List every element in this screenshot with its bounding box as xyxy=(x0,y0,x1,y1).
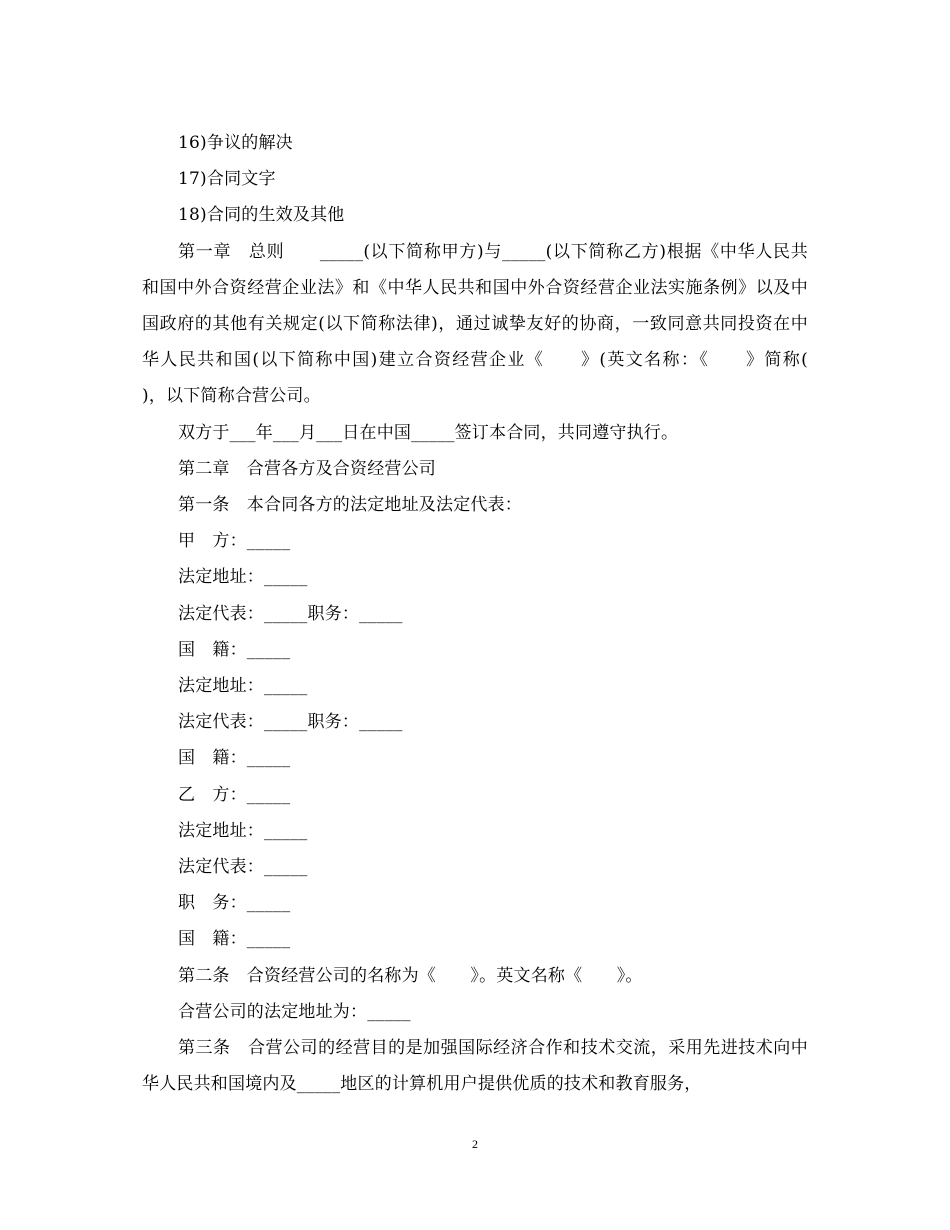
party-b-line: 乙 方：_____ xyxy=(178,784,291,805)
paragraph-item-16: 16)争议的解决 xyxy=(178,133,293,153)
party-a-representative-line: 法定代表：_____职务：_____ xyxy=(178,603,403,624)
party-b-position-line: 职 务：_____ xyxy=(178,893,291,914)
paragraph-item-17: 17)合同文字 xyxy=(178,169,276,190)
party-a-nationality-line: 国 籍：_____ xyxy=(178,639,291,660)
party-b-nationality-line: 国 籍：_____ xyxy=(178,929,291,950)
party-a-representative-line-2: 法定代表：_____职务：_____ xyxy=(178,712,403,733)
article-one-heading: 第一条 本合同各方的法定地址及法定代表： xyxy=(178,495,522,516)
party-a-address-line-2: 法定地址：_____ xyxy=(178,676,308,697)
party-b-representative-line: 法定代表：_____ xyxy=(178,857,308,878)
party-a-nationality-line-2: 国 籍：_____ xyxy=(178,748,291,769)
company-legal-address-line: 合营公司的法定地址为：_____ xyxy=(178,1001,411,1022)
paragraph-item-18: 18)合同的生效及其他 xyxy=(178,205,345,226)
page-number: 2 xyxy=(472,1137,478,1151)
chapter-one-general-provisions: 第一章 总则 _____(以下简称甲方)与_____(以下简称乙方)根据《中华人民共和国中外合资经营企业法》和《中华人民共和国中外合资经营企业法实施条例》以及中国政府的其他有关规定(以下简称法律)，通过诚挚友好的协商，一致同意共同投资在中华人民共和国(以下简称中国)建立合资经营企业《 》(英文名称：《 》简称( )，以下简称合营公司。 xyxy=(142,241,843,407)
article-two-company-name: 第二条 合资经营公司的名称为《 》。英文名称《 》。 xyxy=(178,965,643,986)
article-three-business-purpose: 第三条 合营公司的经营目的是加强国际经济合作和技术交流，采用先进技术向中华人民共和国境内及_____地区的计算机用户提供优质的技术和教育服务， xyxy=(142,1038,808,1095)
chapter-two-heading: 第二章 合营各方及合资经营公司 xyxy=(178,458,436,479)
document-body xyxy=(142,125,843,1102)
party-a-address-line: 法定地址：_____ xyxy=(178,567,308,588)
party-a-line: 甲 方：_____ xyxy=(178,531,291,552)
party-b-address-line: 法定地址：_____ xyxy=(178,820,308,841)
signing-date-paragraph: 双方于___年___月___日在中国_____签订本合同，共同遵守执行。 xyxy=(178,422,679,443)
